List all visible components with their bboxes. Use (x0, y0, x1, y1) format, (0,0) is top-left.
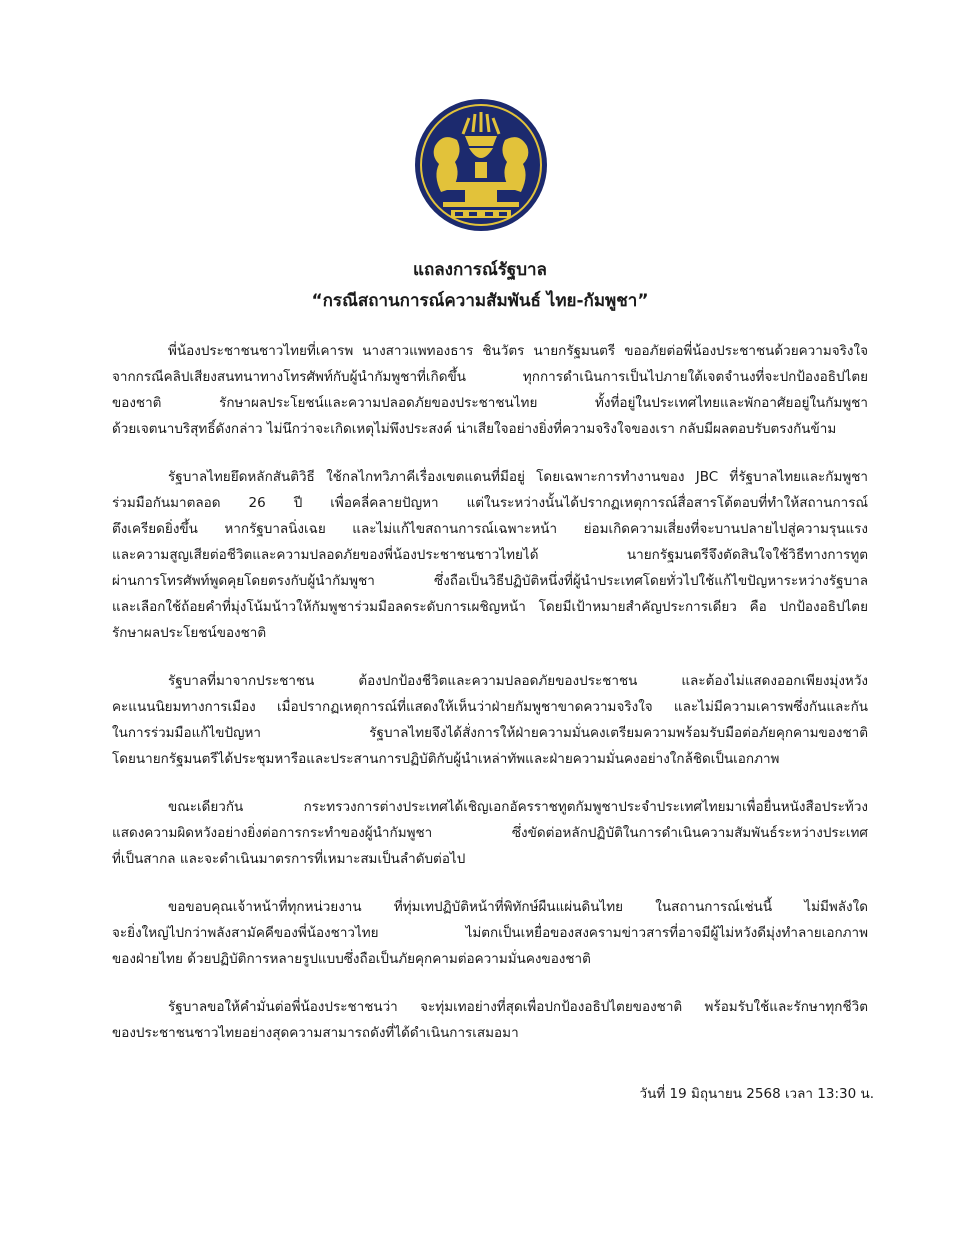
paragraph-3 (112, 668, 868, 772)
text-line: ของฝ่ายไทย ด้วยปฏิบัติการหลายรูปแบบซึ่งถือเป็นภัยคุกคามต่อความมั่นคงของชาติ (112, 951, 591, 967)
text-line: คะแนนนิยมทางการเมือง เมื่อปรากฏเหตุการณ์ที่แสดงให้เห็นว่าฝ่ายกัมพูชาขาดความจริงใจ และไม่มีความเคารพซึ่งกันและกัน (112, 699, 868, 715)
text-line: และความสูญเสียต่อชีวิตและความปลอดภัยของพี่น้องประชาชนชาวไทยได้ นายกรัฐมนตรีจึงตัดสินใจใช้วิธีทางการทูต (112, 547, 868, 563)
page-subtitle: “กรณีสถานการณ์ความสัมพันธ์ ไทย-กัมพูชา” (311, 291, 649, 311)
text-line: ร่วมมือกันมาตลอด 26 ปี เพื่อคลี่คลายปัญหา แต่ในระหว่างนั้นได้ปรากฏเหตุการณ์สื่อสารโต้ตอบที่ทำให้สถานการณ์ (112, 495, 868, 511)
paragraph-1 (112, 338, 868, 442)
statement-heading (0, 258, 960, 314)
text-line: รัฐบาลไทยยึดหลักสันติวิธี ใช้กลไกทวิภาคีเรื่องเขตแดนที่มีอยู่ โดยเฉพาะการทำงานของ JBC ที่รัฐบาลไทยและกัมพูชา (168, 469, 868, 485)
page-title: แถลงการณ์รัฐบาล (413, 260, 547, 280)
text-line: ของชาติ รักษาผลประโยชน์และความปลอดภัยของประชาชนไทย ทั้งที่อยู่ในประเทศไทยและพักอาศัยอยู่ในกัมพูชา (112, 395, 868, 411)
text-line: ผ่านการโทรศัพท์พูดคุยโดยตรงกับผู้นำกัมพูชา ซึ่งถือเป็นวิธีปฏิบัติหนึ่งที่ผู้นำประเทศโดยทั่วไปใช้แก้ไขปัญหาระหว่างรัฐบาล (112, 573, 868, 589)
text-line: ที่เป็นสากล และจะดำเนินมาตรการที่เหมาะสมเป็นลำดับต่อไป (112, 851, 466, 867)
text-line: ตึงเครียดยิ่งขึ้น หากรัฐบาลนิ่งเฉย และไม่แก้ไขสถานการณ์เฉพาะหน้า ย่อมเกิดความเสี่ยงที่จะบานปลายไปสู่ความรุนแรง (112, 521, 868, 537)
text-line: ด้วยเจตนาบริสุทธิ์ดังกล่าว ไม่นึกว่าจะเกิดเหตุไม่พึงประสงค์ น่าเสียใจอย่างยิ่งที่ความจริงใจของเรา กลับมีผลตอบรับตรงกันข้าม (112, 421, 837, 437)
text-line: รัฐบาลที่มาจากประชาชน ต้องปกป้องชีวิตและความปลอดภัยของประชาชน และต้องไม่แสดงออกเพียงมุ่งหวัง (168, 673, 868, 689)
text-line: แสดงความผิดหวังอย่างยิ่งต่อการกระทำของผู้นำกัมพูชา ซึ่งขัดต่อหลักปฏิบัติในการดำเนินความสัมพันธ์ระหว่างประเทศ (112, 825, 868, 841)
text-line: จากกรณีคลิปเสียงสนทนาทางโทรศัพท์กับผู้นำกัมพูชาที่เกิดขึ้น ทุกการดำเนินการเป็นไปภายใต้เจตจำนงที่จะปกป้องอธิปไตย (112, 369, 868, 385)
text-line: ขอขอบคุณเจ้าหน้าที่ทุกหน่วยงาน ที่ทุ่มเทปฏิบัติหน้าที่พิทักษ์ผืนแผ่นดินไทย ในสถานการณ์เช่นนี้ ไม่มีพลังใด (168, 899, 868, 915)
paragraph-4 (112, 794, 868, 872)
text-line: จะยิ่งใหญ่ไปกว่าพลังสามัคคีของพี่น้องชาวไทย ไม่ตกเป็นเหยื่อของสงครามข่าวสารที่อาจมีผู้ไม่หวังดีมุ่งทำลายเอกภาพ (112, 925, 868, 941)
paragraph-6 (112, 994, 868, 1046)
text-line: ขณะเดียวกัน กระทรวงการต่างประเทศได้เชิญเอกอัครราชทูตกัมพูชาประจำประเทศไทยมาเพื่อยื่นหนังสือประท้วง (168, 799, 868, 815)
paragraph-2 (112, 464, 868, 646)
date-time-stamp: วันที่ 19 มิถุนายน 2568 เวลา 13:30 น. (639, 1086, 874, 1102)
paragraph-5 (112, 894, 868, 972)
text-line: และเลือกใช้ถ้อยคำที่มุ่งโน้มน้าวให้กัมพูชาร่วมมือลดระดับการเผชิญหน้า โดยมีเป้าหมายสำคัญประการเดียว คือ ปกป้องอธิปไตย (112, 599, 868, 615)
text-line: รัฐบาลขอให้คำมั่นต่อพี่น้องประชาชนว่า จะทุ่มเทอย่างที่สุดเพื่อปกป้องอธิปไตยของชาติ พร้อมรับใช้และรักษาทุกชีวิต (168, 999, 868, 1015)
text-line: รักษาผลประโยชน์ของชาติ (112, 625, 267, 641)
text-line: ในการร่วมมือแก้ไขปัญหา รัฐบาลไทยจึงได้สั่งการให้ฝ่ายความมั่นคงเตรียมความพร้อมรับมือต่อภัยคุกคามของชาติ (112, 725, 868, 741)
text-line: ของประชาชนชาวไทยอย่างสุดความสามารถดังที่ได้ดำเนินการเสมอมา (112, 1025, 519, 1041)
text-line: โดยนายกรัฐมนตรีได้ประชุมหารือและประสานการปฏิบัติกับผู้นำเหล่าทัพและฝ่ายความมั่นคงอย่างใกล้ชิดเป็นเอกภาพ (112, 751, 780, 767)
thai-government-emblem-icon (413, 96, 549, 234)
text-line: พี่น้องประชาชนชาวไทยที่เคารพ นางสาวแพทองธาร ชินวัตร นายกรัฐมนตรี ขออภัยต่อพี่น้องประชาชนด้วยความจริงใจ (168, 343, 868, 359)
statement-body (112, 338, 868, 1068)
